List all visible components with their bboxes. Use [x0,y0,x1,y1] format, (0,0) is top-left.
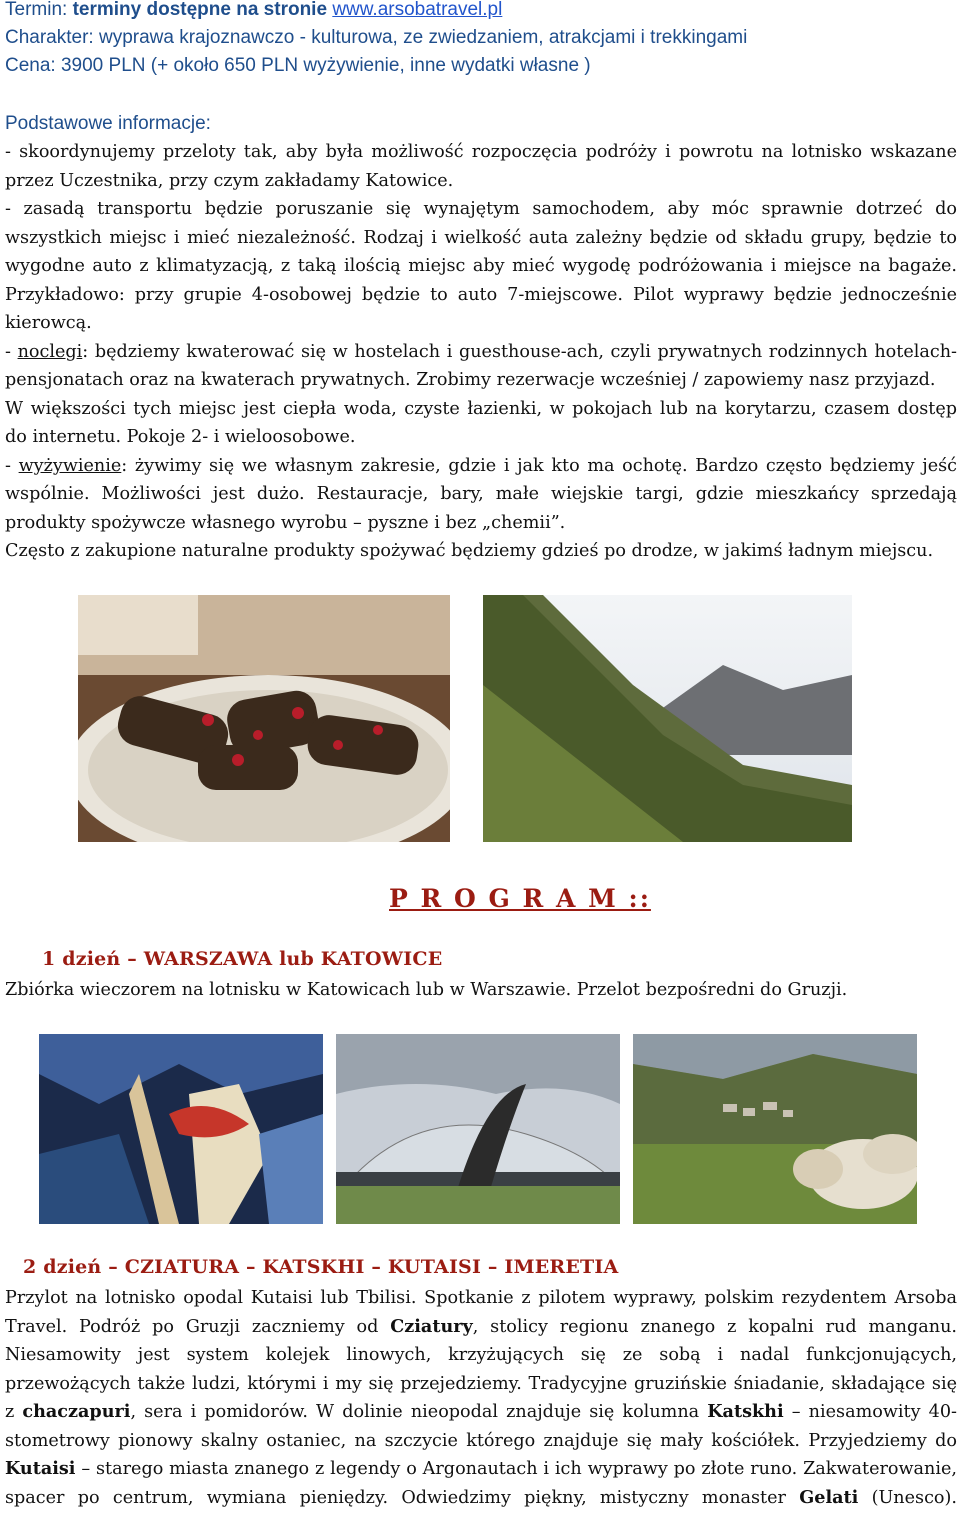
food-chaczapuri: chaczapuri [22,1401,131,1422]
day2-line-5 [5,1398,957,1427]
day2-text: , sera i pomidorów. W dolinie nieopodal znajduje się kolumna [130,1402,708,1422]
info-line-1: - skoordynujemy przeloty tak, aby była możliwość rozpoczęcia podróży i powrotu na lotnisko wskazane [5,142,957,162]
day1-text: Zbiórka wieczorem na lotnisku w Katowicach lub w Warszawie. Przelot bezpośredni do Gruzji. [5,980,848,1000]
day2-text: z [5,1402,23,1422]
day2-text: (Unesco). [858,1488,957,1508]
cave-photo [39,1034,323,1224]
info-line-2: przez Uczestnika, przy czym zakładamy Katowice. [5,171,454,191]
info-line-9: pensjonatach oraz na kwaterach prywatnych. Zrobimy rezerwacje wcześniej / zapowiemy nasz przyjazd. [5,370,936,390]
termin-text: terminy dostępne na stronie [72,0,328,20]
day1-title: 1 dzień – WARSZAWA lub KATOWICE [42,948,443,970]
day2-text: spacer po centrum, wymiana pieniędzy. Odwiedzimy piękny, mistyczny monaster [5,1488,800,1508]
wyzywienie-label: wyżywienie [18,456,122,476]
section-title-basic-info: Podstawowe informacje: [5,113,211,134]
program-title: P R O G R A M :: [389,884,651,913]
info-line-3: - zasadą transportu będzie poruszanie się wynajętym samochodem, aby móc sprawnie dotrzeć do [5,199,957,219]
parliament-building-photo [336,1034,620,1224]
info-line-5: wygodne auto z klimatyzacją, z taką ilością miejsc aby mieć wygodę podróżowania i miejsce na bagaże. [5,256,957,276]
info-line-6: Przykładowo: przy grupie 4-osobowej będzie to auto 7-miejscowe. Pilot wyprawy będzie jednocześnie [5,285,957,305]
info-line-7: kierowcą. [5,313,92,333]
wyzywienie-text: : żywimy się we własnym zakresie, gdzie i jak kto ma ochotę. Bardzo często będziemy jeść [121,456,958,476]
website-link[interactable]: www.arsobatravel.pl [332,0,503,20]
price-line: Cena: 3900 PLN (+ około 650 PLN wyżywienie, inne wydatki własne ) [5,55,591,76]
info-line-15: Często z zakupione naturalne produkty spożywać będziemy gdzieś po drodze, w jakimś ładnym miejscu. [5,541,934,561]
sheep-village-photo [633,1034,917,1224]
info-line-4: wszystkich miejsc i mieć niezależność. Rodzaj i wielkość auta zależny będzie od składu grupy, będzie to [5,228,957,248]
info-line-8 [5,338,957,367]
charakter-label: Charakter: [5,27,94,48]
day2-text: – starego miasta znanego z legendy o Argonautach i ich wyprawy po złote runo. Zakwaterowanie, [75,1459,957,1479]
info-line-13: wspólnie. Możliwości jest dużo. Restauracje, bary, małe wiejskie targi, gdzie mieszkańcy sprzedają [5,484,957,504]
day2-title: 2 dzień – CZIATURA – KATSKHI – KUTAISI – IMERETIA [23,1256,619,1278]
day2-text: , stolicy regionu znanego z kopalni rud manganu. [472,1317,957,1337]
day2-text: Travel. Podróż po Gruzji zaczniemy od [5,1317,391,1337]
place-cziatura: Cziatury [390,1316,473,1337]
mountain-valley-photo [483,595,852,842]
info-line-12 [5,452,957,481]
place-kutaisi: Kutaisi [5,1458,76,1479]
noclegi-label: noclegi [17,342,83,362]
day2-line-8 [5,1484,957,1513]
day2-line-7 [5,1455,957,1484]
dash: - [5,456,19,476]
charakter-value: wyprawa krajoznawczo - kulturowa, ze zwiedzaniem, atrakcjami i trekkingami [98,27,748,48]
day2-line-4: przewożących także ludzi, którymi i my się przejedziemy. Tradycyjne gruzińskie śniadanie, składające się [5,1374,957,1394]
info-line-14: produkty spożywcze własnego wyrobu – pyszne i bez „chemii”. [5,513,566,533]
food-photo [78,595,450,842]
day2-line-1: Przylot na lotnisko opodal Kutaisi lub Tbilisi. Spotkanie z pilotem wyprawy, polskim rezydentem Arsoba [5,1288,957,1308]
day2-text: – niesamowity 40- [783,1402,957,1422]
termin-label: Termin: [5,0,68,20]
info-line-10: W większości tych miejsc jest ciepła woda, czyste łazienki, w pokojach lub na korytarzu, czasem dostęp [5,399,957,419]
info-line-11: do internetu. Pokoje 2- i wieloosobowe. [5,427,356,447]
day2-line-2 [5,1313,957,1342]
day2-line-3: Niesamowity jest system kolejek linowych, krzyżujących się ze sobą i nadal funkcjonujących, [5,1345,957,1365]
dash: - [5,342,18,362]
day2-line-6: stometrowy pionowy skalny ostaniec, na szczycie którego znajduje się mały kościółek. Przyjedziemy do [5,1431,957,1451]
noclegi-text: : będziemy kwaterować się w hostelach i guesthouse-ach, czyli prywatnych rodzinnych hotelach- [82,342,957,362]
place-katskhi: Katskhi [707,1401,784,1422]
charakter-line [5,24,957,53]
termin-line [5,0,957,25]
place-gelati: Gelati [799,1487,859,1508]
